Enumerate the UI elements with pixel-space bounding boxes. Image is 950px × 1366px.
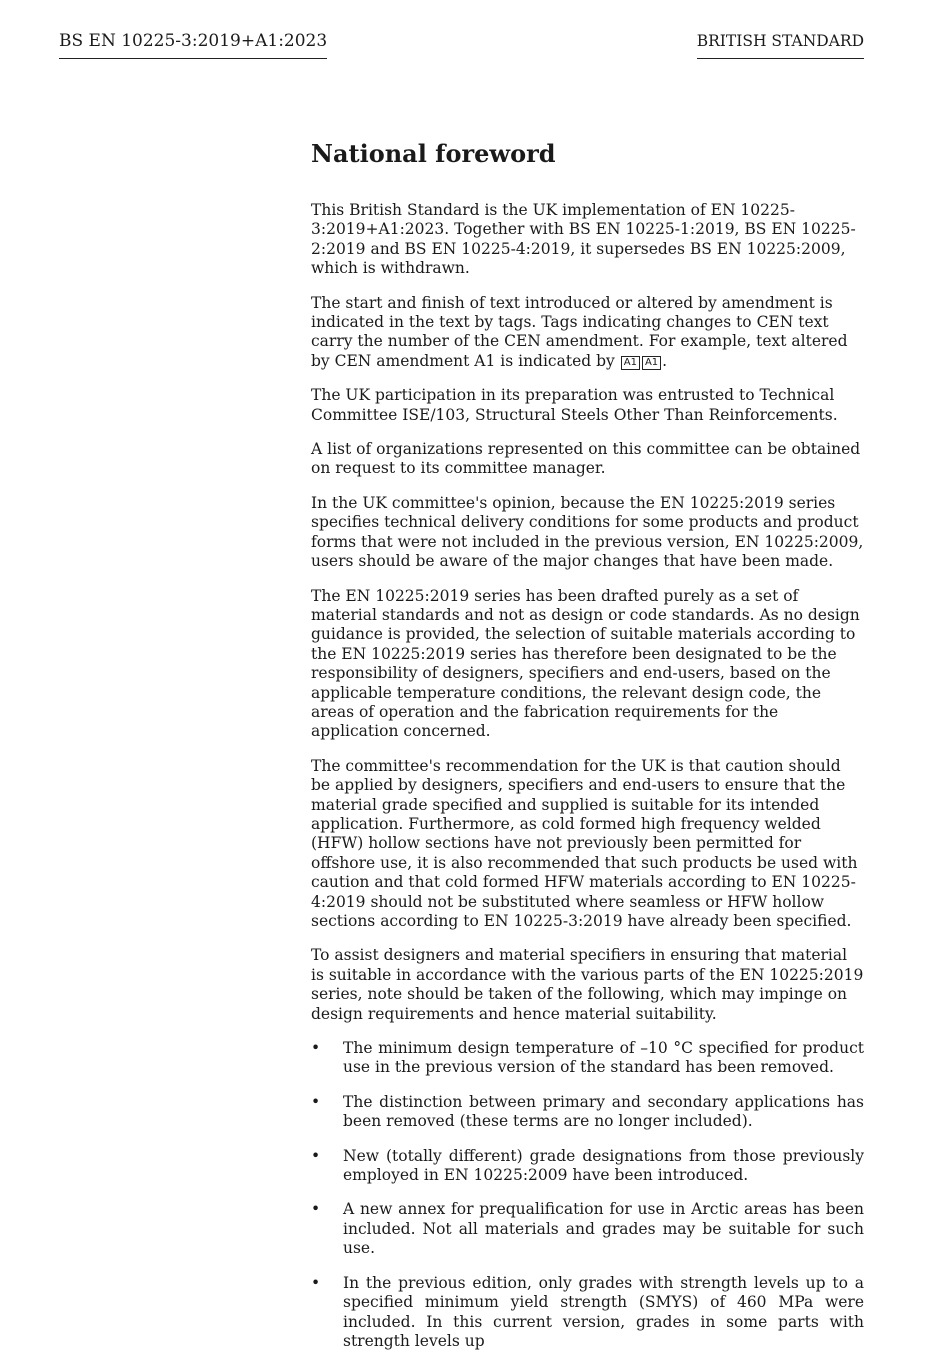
- paragraph-assist: To assist designers and material specifiers in ensuring that material is suitable in accordance with the various parts of the EN 10225:2019 series, note should be taken of the following, which may impinge on design requirements and hence material suitability.: [311, 946, 864, 1023]
- list-item: [311, 1274, 864, 1352]
- list-item: [311, 1093, 864, 1132]
- list-item: [311, 1147, 864, 1186]
- document-reference: BS EN 10225-3:2019+A1:2023: [59, 30, 327, 59]
- paragraph-recommendation: The committee's recommendation for the UK is that caution should be applied by designers, specifiers and end-users to ensure that the material grade specified and supplied is suitable for its intended application. Furthermore, as cold formed high frequency welded (HFW) hollow sections have not previously been permitted for offshore use, it is also recommended that such products be used with caution and that cold formed HFW materials according to EN 10225-4:2019 should not be substituted where seamless or HFW hollow sections according to EN 10225-3:2019 have already been specified.: [311, 756, 858, 930]
- paragraph-implementation: This British Standard is the UK implementation of EN 10225-3:2019+A1:2023. Together with BS EN 10225-1:2019, BS EN 10225-2:2019 and BS EN 10225-4:2019, it supersedes BS EN 10225:2009, which is withdrawn.: [311, 201, 856, 278]
- paragraph-organizations: A list of organizations represented on this committee can be obtained on request to its committee manager.: [311, 440, 861, 478]
- main-content: [311, 138, 864, 1366]
- amendment-period: .: [662, 351, 668, 370]
- bullet-icon: •: [311, 1273, 321, 1292]
- list-item: [311, 1200, 864, 1258]
- paragraph-amendment-tags: [311, 294, 864, 372]
- bullet-icon: •: [311, 1039, 321, 1058]
- list-item-text: New (totally different) grade designations from those previously employed in EN 10225:2009 have been introduced.: [343, 1146, 864, 1185]
- bullet-icon: •: [311, 1146, 321, 1165]
- amendment-text: The start and finish of text introduced or altered by amendment is indicated in the text by tags. Tags indicating changes to CEN text carry the number of the CEN amendment. For example, text altered by CEN amendment A1 is indicated by: [311, 293, 848, 370]
- paragraph-series-drafting: The EN 10225:2019 series has been drafted purely as a set of material standards and not as design or code standards. As no design guidance is provided, the selection of suitable materials according to the EN 10225:2019 series has therefore been designated to be the responsibility of designers, specifiers and end-users, based on the applicable temperature conditions, the relevant design code, the areas of operation and the fabrication requirements for the application concerned.: [311, 586, 860, 741]
- changes-list: [311, 1039, 864, 1351]
- page-title: National foreword: [311, 139, 556, 168]
- list-item-text: The distinction between primary and secondary applications has been removed (these terms are no longer included).: [343, 1092, 864, 1131]
- amendment-start-tag: A1: [621, 356, 640, 370]
- list-item: [311, 1039, 864, 1078]
- amendment-end-tag: A1: [642, 356, 661, 370]
- publication-type: BRITISH STANDARD: [697, 30, 864, 59]
- list-item-text: In the previous edition, only grades with strength levels up to a specified minimum yield strength (SMYS) of 460 MPa were included. In this current version, grades in some parts with strength levels up: [343, 1273, 864, 1350]
- bullet-icon: •: [311, 1200, 321, 1219]
- bullet-icon: •: [311, 1092, 321, 1111]
- paragraph-committee: The UK participation in its preparation was entrusted to Technical Committee ISE/103, Structural Steels Other Than Reinforcements.: [311, 386, 838, 424]
- list-item-text: A new annex for prequalification for use in Arctic areas has been included. Not all materials and grades may be suitable for such use.: [343, 1200, 864, 1258]
- paragraph-opinion: In the UK committee's opinion, because the EN 10225:2019 series specifies technical delivery conditions for some products and product forms that were not included in the previous version, EN 10225:2009, users should be aware of the major changes that have been made.: [311, 493, 864, 571]
- list-item-text: The minimum design temperature of –10 °C specified for product use in the previous version of the standard has been removed.: [343, 1039, 864, 1077]
